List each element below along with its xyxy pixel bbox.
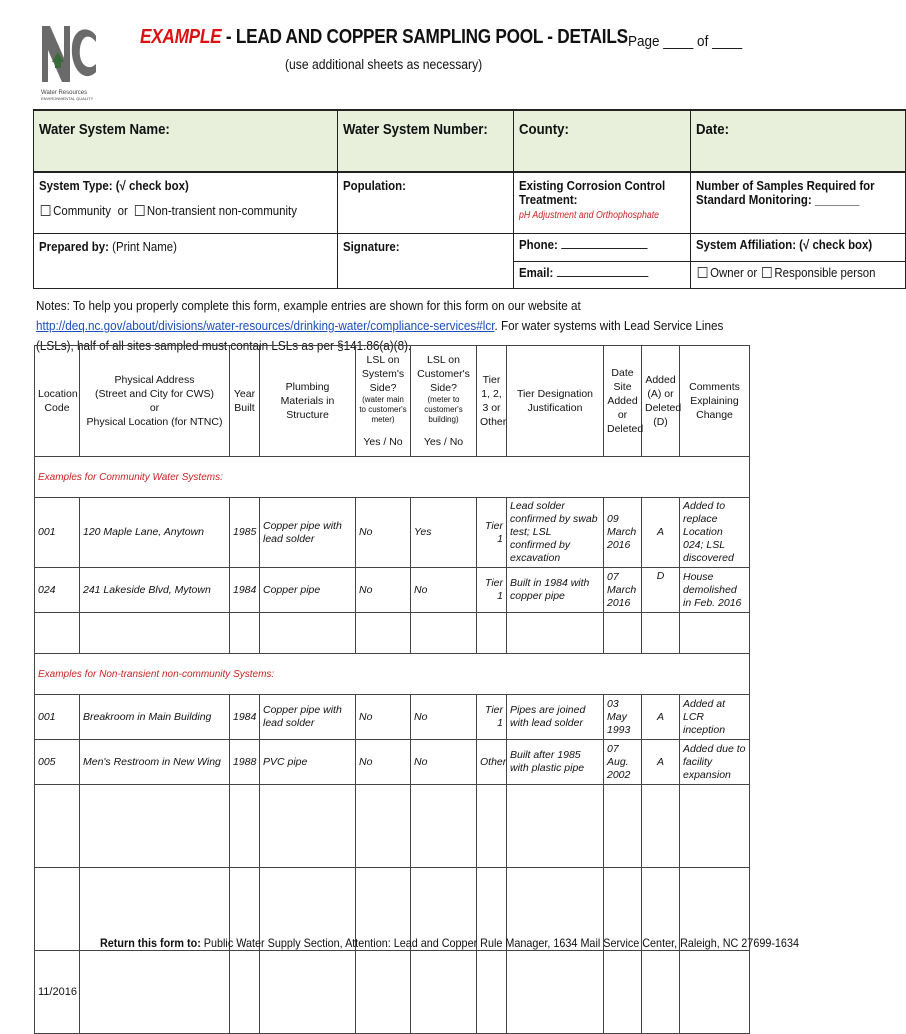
- blank-cell[interactable]: [604, 951, 642, 1034]
- blank-cell[interactable]: [35, 785, 80, 868]
- justification-cell[interactable]: Pipes are joined with lead solder: [507, 695, 604, 740]
- table-row: [35, 568, 750, 613]
- sampling-pool-table: [34, 345, 750, 1034]
- or2-label: or: [746, 264, 757, 280]
- owner-label: Owner: [709, 264, 744, 280]
- address-cell[interactable]: Breakroom in Main Building: [80, 695, 230, 740]
- table-row: [35, 785, 750, 868]
- section-row-cws: [35, 457, 750, 498]
- justification-cell[interactable]: Built after 1985 with plastic pipe: [507, 740, 604, 785]
- year-cell[interactable]: 1988: [230, 740, 260, 785]
- or-label: or: [117, 203, 128, 218]
- system-info-table: [33, 109, 906, 289]
- prepared-by-label: Prepared by:: [39, 239, 109, 254]
- lsl-customer-cell[interactable]: No: [411, 568, 477, 613]
- samples-label-1: Number of Samples Required for: [695, 178, 875, 193]
- blank-cell[interactable]: [477, 951, 507, 1034]
- blank-cell[interactable]: [35, 613, 80, 654]
- title-text: - LEAD AND COPPER SAMPLING POOL - DETAILS: [221, 26, 628, 48]
- affiliation-label: System Affiliation: (√ check box): [695, 237, 872, 252]
- responsible-label: Responsible person: [774, 264, 876, 280]
- nc-logo: [40, 22, 98, 84]
- community-label: Community: [53, 203, 111, 218]
- address-header-4: Physical Location (for NTNC): [86, 416, 223, 428]
- form-revision-date: 11/2016: [38, 986, 77, 998]
- blank-cell[interactable]: [35, 868, 80, 951]
- lsl-customer-cell[interactable]: No: [411, 740, 477, 785]
- email-line: [556, 266, 648, 277]
- population-field[interactable]: [338, 172, 514, 234]
- date-field[interactable]: [690, 110, 905, 172]
- col-date-site-added: Date Site Added or Deleted: [604, 346, 642, 457]
- blank-cell[interactable]: [80, 613, 230, 654]
- blank-cell[interactable]: [477, 613, 507, 654]
- section-label-ntnc: Examples for Non-transient non-community Systems:: [35, 654, 750, 695]
- blank-cell[interactable]: [260, 785, 356, 868]
- community-checkbox[interactable]: [41, 205, 51, 216]
- email-label: Email:: [518, 264, 553, 280]
- blank-cell[interactable]: [411, 785, 477, 868]
- plumbing-cell[interactable]: Copper pipe with lead solder: [260, 695, 356, 740]
- blank-cell[interactable]: [230, 785, 260, 868]
- lsl-cust-header: LSL on Customer's Side?: [417, 354, 470, 394]
- address-header-3: or: [149, 402, 160, 414]
- table-row: [35, 613, 750, 654]
- col-lsl-customer-side: [411, 346, 477, 457]
- notes-suffix: . For water systems with Lead Service Lines (LSLs), half of all sites sampled must contain LSLs as per §141.86(a)(8).: [36, 318, 724, 353]
- phone-line: [561, 238, 647, 249]
- location-code-cell[interactable]: 001: [35, 498, 80, 568]
- added-deleted-cell[interactable]: D: [642, 568, 680, 613]
- blank-cell[interactable]: [642, 785, 680, 868]
- lsl-sys-yn: Yes / No: [363, 436, 403, 448]
- section-row-ntnc: [35, 654, 750, 695]
- section-label-cws: Examples for Community Water Systems:: [35, 457, 750, 498]
- form-title: [140, 26, 628, 49]
- system-type-label: System Type: (√ check box): [39, 178, 189, 193]
- table-row: [35, 695, 750, 740]
- lcr-website-link[interactable]: http://deq.nc.gov/about/divisions/water-resources/drinking-water/compliance-services#lcr: [36, 318, 495, 333]
- samples-label-2: Standard Monitoring: _______: [695, 192, 860, 207]
- owner-checkbox[interactable]: [697, 267, 707, 278]
- samples-required-field[interactable]: [690, 172, 905, 234]
- table-row: [35, 740, 750, 785]
- return-instructions: [100, 936, 799, 950]
- title-example: EXAMPLE: [140, 26, 222, 48]
- water-system-number-label: Water System Number:: [343, 121, 488, 138]
- added-deleted-cell[interactable]: A: [642, 740, 680, 785]
- comments-cell[interactable]: House demolished in Feb. 2016: [680, 568, 750, 613]
- year-cell[interactable]: 1985: [230, 498, 260, 568]
- year-cell[interactable]: 1984: [230, 695, 260, 740]
- corrosion-treatment-field[interactable]: [513, 172, 690, 234]
- comments-cell[interactable]: Added at LCR inception: [680, 695, 750, 740]
- lsl-system-cell[interactable]: No: [356, 740, 411, 785]
- blank-cell[interactable]: [507, 613, 604, 654]
- date-label: Date:: [695, 121, 729, 138]
- blank-cell[interactable]: [411, 613, 477, 654]
- address-cell[interactable]: Men's Restroom in New Wing: [80, 740, 230, 785]
- plumbing-cell[interactable]: Copper pipe: [260, 568, 356, 613]
- signature-label: Signature:: [343, 239, 400, 254]
- lsl-system-cell[interactable]: No: [356, 695, 411, 740]
- added-deleted-cell[interactable]: A: [642, 498, 680, 568]
- lsl-customer-cell[interactable]: Yes: [411, 498, 477, 568]
- blank-cell[interactable]: [230, 613, 260, 654]
- col-location-code: Location Code: [35, 346, 80, 457]
- col-added-deleted: Added (A) or Deleted (D): [642, 346, 680, 457]
- form-subtitle: (use additional sheets as necessary): [285, 57, 483, 72]
- blank-cell[interactable]: [80, 785, 230, 868]
- print-name-label: (Print Name): [112, 239, 177, 254]
- lsl-system-cell[interactable]: No: [356, 568, 411, 613]
- address-header-1: Physical Address: [114, 374, 195, 386]
- plumbing-cell[interactable]: Copper pipe with lead solder: [260, 498, 356, 568]
- county-label: County:: [518, 121, 569, 138]
- location-code-cell[interactable]: 001: [35, 695, 80, 740]
- address-cell[interactable]: 120 Maple Lane, Anytown: [80, 498, 230, 568]
- water-system-name-field[interactable]: [34, 110, 338, 172]
- blank-cell[interactable]: [507, 785, 604, 868]
- return-address: Public Water Supply Section, Attention: Lead and Copper Rule Manager, 1634 Mail Service Center, Raleigh, NC 27699-1634: [200, 936, 799, 950]
- return-label: Return this form to:: [100, 936, 201, 950]
- location-code-cell[interactable]: 005: [35, 740, 80, 785]
- affiliation-options: [690, 261, 905, 289]
- lsl-customer-cell[interactable]: No: [411, 695, 477, 740]
- lsl-cust-yn: Yes / No: [423, 436, 464, 448]
- logo-subtitle-line2: ENVIRONMENTAL QUALITY: [41, 96, 94, 101]
- comments-cell[interactable]: Added to replace Location 024; LSL discovered: [680, 498, 750, 568]
- blank-cell[interactable]: [356, 785, 411, 868]
- date-cell[interactable]: 07 March 2016: [604, 568, 642, 613]
- page-number-field[interactable]: Page ____ of ____: [628, 33, 743, 50]
- blank-cell[interactable]: [477, 785, 507, 868]
- col-year-built: Year Built: [230, 346, 260, 457]
- corrosion-example: pH Adjustment and Orthophosphate: [518, 210, 659, 221]
- blank-cell[interactable]: [680, 613, 750, 654]
- notes-prefix: Notes: To help you properly complete this form, example entries are shown for this form on our website at: [36, 298, 581, 313]
- location-code-cell[interactable]: 024: [35, 568, 80, 613]
- table-row: [35, 951, 750, 1034]
- col-comments: Comments Explaining Change: [680, 346, 750, 457]
- tier-cell[interactable]: Other: [477, 740, 507, 785]
- signature-field[interactable]: [338, 234, 514, 289]
- corrosion-label-2: Treatment:: [518, 192, 578, 207]
- tier-cell[interactable]: Tier 1: [477, 695, 507, 740]
- col-tier-justification: Tier Designation Justification: [507, 346, 604, 457]
- tier-cell[interactable]: Tier 1: [477, 568, 507, 613]
- col-tier: Tier 1, 2, 3 or Other: [477, 346, 507, 457]
- logo-subtitle-line1: Water Resources: [41, 90, 88, 96]
- logo-subtitle: [41, 90, 111, 102]
- phone-field[interactable]: [513, 234, 690, 262]
- blank-cell[interactable]: [80, 951, 230, 1034]
- address-cell[interactable]: 241 Lakeside Blvd, Mytown: [80, 568, 230, 613]
- responsible-checkbox[interactable]: [762, 267, 772, 278]
- blank-cell[interactable]: [260, 613, 356, 654]
- blank-cell[interactable]: [680, 951, 750, 1034]
- blank-cell[interactable]: [260, 951, 356, 1034]
- lsl-sys-header: LSL on System's Side?: [361, 354, 405, 394]
- lsl-sys-note: (water main to customer's meter): [359, 395, 407, 424]
- table-row: [35, 498, 750, 568]
- blank-cell[interactable]: [642, 951, 680, 1034]
- water-system-number-field[interactable]: [338, 110, 514, 172]
- blank-cell[interactable]: [411, 951, 477, 1034]
- system-type-cell: [34, 172, 338, 234]
- prepared-by-field[interactable]: [34, 234, 338, 289]
- blank-cell[interactable]: [604, 613, 642, 654]
- tier-cell[interactable]: Tier 1: [477, 498, 507, 568]
- justification-cell[interactable]: Built in 1984 with copper pipe: [507, 568, 604, 613]
- corrosion-label-1: Existing Corrosion Control: [518, 178, 665, 193]
- date-cell[interactable]: 03 May 1993: [604, 695, 642, 740]
- blank-cell[interactable]: [642, 613, 680, 654]
- column-header-row: [35, 346, 750, 457]
- non-transient-checkbox[interactable]: [135, 205, 145, 216]
- blank-cell[interactable]: [356, 951, 411, 1034]
- col-plumbing-materials: Plumbing Materials in Structure: [260, 346, 356, 457]
- phone-label: Phone:: [518, 237, 558, 252]
- county-field[interactable]: [513, 110, 690, 172]
- water-system-name-label: Water System Name:: [39, 121, 170, 138]
- justification-cell[interactable]: Lead solder confirmed by swab test; LSL confirmed by excavation: [507, 498, 604, 568]
- comments-cell[interactable]: Added due to facility expansion: [680, 740, 750, 785]
- plumbing-cell[interactable]: PVC pipe: [260, 740, 356, 785]
- email-field[interactable]: [513, 261, 690, 289]
- system-affiliation-cell: [690, 234, 905, 262]
- col-lsl-system-side: [356, 346, 411, 457]
- non-transient-label: Non-transient non-community: [146, 203, 297, 218]
- date-cell[interactable]: 07 Aug. 2002: [604, 740, 642, 785]
- added-deleted-cell[interactable]: A: [642, 695, 680, 740]
- lsl-cust-note: (meter to customer's building): [424, 395, 463, 424]
- blank-cell[interactable]: [604, 785, 642, 868]
- blank-cell[interactable]: [680, 785, 750, 868]
- blank-cell[interactable]: [356, 613, 411, 654]
- blank-cell[interactable]: [507, 951, 604, 1034]
- address-header-2: (Street and City for CWS): [94, 388, 215, 400]
- col-physical-address: [80, 346, 230, 457]
- date-cell[interactable]: 09 March 2016: [604, 498, 642, 568]
- lsl-system-cell[interactable]: No: [356, 498, 411, 568]
- blank-cell[interactable]: [230, 951, 260, 1034]
- year-cell[interactable]: 1984: [230, 568, 260, 613]
- population-label: Population:: [343, 178, 407, 193]
